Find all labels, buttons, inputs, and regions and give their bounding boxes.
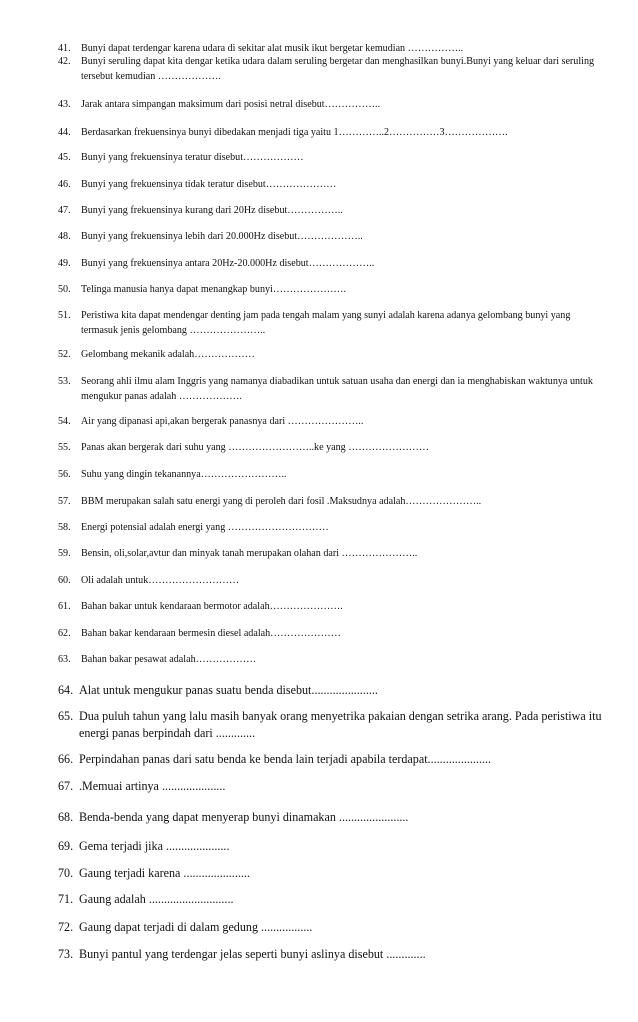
question-number: 48. [58, 231, 71, 242]
question-number: 59. [58, 548, 71, 559]
question-item [58, 809, 606, 826]
question-number: 64. [58, 683, 74, 697]
question-text: Bunyi yang frekuensinya tidak teratur disebut………………… [81, 179, 337, 190]
question-item [58, 682, 606, 699]
question-item [58, 946, 606, 963]
question-number: 70. [58, 866, 74, 880]
question-text: Perpindahan panas dari satu benda ke benda lain terjadi apabila terdapat..................... [79, 752, 492, 766]
question-number: 58. [58, 522, 71, 533]
question-item [58, 177, 606, 192]
question-number: 61. [58, 601, 71, 612]
question-number: 50. [58, 284, 71, 295]
question-text: Bunyi pantul yang terdengar jelas seperti bunyi aslinya disebut ............. [79, 947, 426, 961]
question-text: Air yang dipanasi api,akan bergerak panasnya dari ………………….. [81, 416, 364, 427]
question-item [58, 546, 606, 561]
question-number: 71. [58, 892, 74, 906]
question-text: Berdasarkan frekuensinya bunyi dibedakan menjadi tiga yaitu 1…………..2……………3………………. [81, 127, 508, 138]
question-number: 65. [58, 709, 74, 723]
question-item [58, 150, 606, 165]
question-number: 41. [58, 43, 71, 54]
question-item [58, 256, 606, 271]
question-number: 44. [58, 127, 71, 138]
question-item [58, 374, 606, 404]
question-text: Bunyi seruling dapat kita dengar ketika udara dalam seruling bergetar dan menghasilkan bunyi.Bunyi yang keluar dari seruling tersebut kemudian ………………. [81, 56, 595, 82]
question-text: Bunyi yang frekuensinya teratur disebut……………… [81, 152, 304, 163]
question-text: Bunyi yang frekuensinya kurang dari 20Hz disebut…………….. [81, 205, 343, 216]
question-text: Seorang ahli ilmu alam Inggris yang namanya diabadikan untuk satuan usaha dan energi dan ia menghabiskan waktunya untuk mengukur panas adalah ………………. [81, 376, 593, 402]
question-text: Bensin, oli,solar,avtur dan minyak tanah merupakan olahan dari ………………….. [81, 548, 418, 559]
question-number: 73. [58, 947, 74, 961]
question-text: Bahan bakar kendaraan bermesin diesel adalah………………… [81, 628, 341, 639]
question-item [58, 573, 606, 588]
question-text: Telinga manusia hanya dapat menangkap bunyi…………………. [81, 284, 347, 295]
question-item [58, 494, 606, 509]
question-item [58, 97, 606, 112]
question-text: .Memuai artinya ..................... [79, 779, 226, 793]
question-number: 52. [58, 349, 71, 360]
question-text: Benda-benda yang dapat menyerap bunyi dinamakan ....................... [79, 810, 409, 824]
question-number: 72. [58, 920, 74, 934]
question-number: 62. [58, 628, 71, 639]
question-item [58, 467, 606, 482]
question-text: Suhu yang dingin tekanannya…………………….. [81, 469, 287, 480]
question-number: 43. [58, 99, 71, 110]
question-item [58, 440, 606, 455]
question-number: 54. [58, 416, 71, 427]
question-text: Bahan bakar pesawat adalah……………… [81, 654, 257, 665]
question-item [58, 229, 606, 244]
question-item [58, 778, 606, 795]
question-item [58, 125, 606, 140]
question-text: Oli adalah untuk……………………… [81, 575, 240, 586]
question-item [58, 54, 606, 84]
question-number: 47. [58, 205, 71, 216]
question-number: 57. [58, 496, 71, 507]
question-text: Gaung terjadi karena ...................... [79, 866, 250, 880]
question-number: 55. [58, 442, 71, 453]
question-number: 60. [58, 575, 71, 586]
question-item [58, 838, 606, 855]
question-number: 56. [58, 469, 71, 480]
question-number: 51. [58, 310, 71, 321]
question-item [58, 347, 606, 362]
question-item [58, 652, 606, 667]
question-text: Alat untuk mengukur panas suatu benda disebut...................... [79, 683, 378, 697]
question-item [58, 708, 606, 742]
question-item [58, 599, 606, 614]
question-text: Gelombang mekanik adalah……………… [81, 349, 255, 360]
question-item [58, 203, 606, 218]
question-item [58, 919, 606, 936]
question-text: Energi potensial adalah energi yang ………………………… [81, 522, 329, 533]
question-item [58, 751, 606, 768]
question-number: 67. [58, 779, 74, 793]
question-number: 42. [58, 56, 71, 67]
question-number: 63. [58, 654, 71, 665]
question-text: Bunyi yang frekuensinya antara 20Hz-20.000Hz disebut……………….. [81, 258, 375, 269]
question-item [58, 308, 606, 338]
question-text: Bahan bakar untuk kendaraan bermotor adalah…………………. [81, 601, 343, 612]
question-number: 66. [58, 752, 74, 766]
question-number: 68. [58, 810, 74, 824]
question-item [58, 414, 606, 429]
question-text: Peristiwa kita dapat mendengar denting jam pada tengah malam yang sunyi adalah karena adanya gelombang bunyi yang termasuk jenis gelombang ………………….. [81, 310, 571, 336]
question-item [58, 520, 606, 535]
question-number: 53. [58, 376, 71, 387]
question-text: BBM merupakan salah satu energi yang di peroleh dari fosil .Maksudnya adalah………………….. [81, 496, 482, 507]
question-item [58, 865, 606, 882]
question-number: 49. [58, 258, 71, 269]
question-text: Bunyi dapat terdengar karena udara di sekitar alat musik ikut bergetar kemudian …………….. [81, 43, 464, 54]
question-text: Gema terjadi jika ..................... [79, 839, 230, 853]
question-text: Jarak antara simpangan maksimum dari posisi netral disebut…………….. [81, 99, 381, 110]
question-text: Bunyi yang frekuensinya lebih dari 20.000Hz disebut……………….. [81, 231, 363, 242]
question-item [58, 282, 606, 297]
question-text: Gaung dapat terjadi di dalam gedung ................. [79, 920, 313, 934]
question-text: Panas akan bergerak dari suhu yang ……………………..ke yang …………………… [81, 442, 429, 453]
question-item [58, 891, 606, 908]
question-text: Dua puluh tahun yang lalu masih banyak orang menyetrika pakaian dengan setrika arang. Pada peristiwa itu energi panas berpindah dari ............. [79, 709, 602, 740]
question-text: Gaung adalah ............................ [79, 892, 234, 906]
question-number: 69. [58, 839, 74, 853]
question-item [58, 626, 606, 641]
question-number: 46. [58, 179, 71, 190]
question-number: 45. [58, 152, 71, 163]
